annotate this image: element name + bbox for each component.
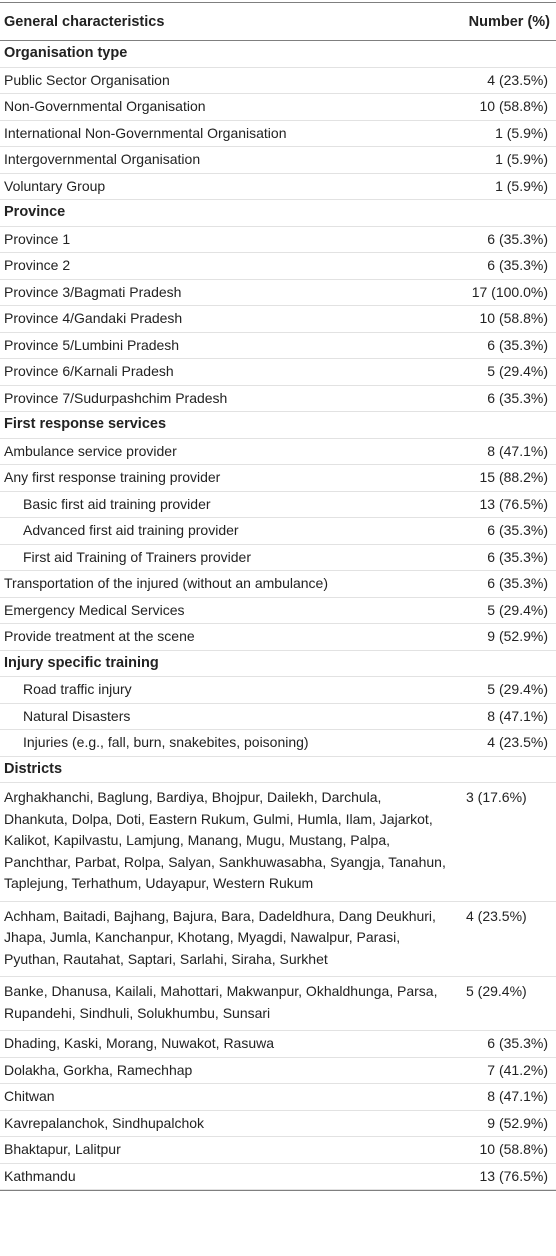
row-value: 5 (29.4%) — [487, 681, 548, 698]
row-value: 8 (47.1%) — [487, 442, 548, 459]
table-row — [0, 1031, 556, 1058]
row-label: Injuries (e.g., fall, burn, snakebites, poisoning) — [23, 734, 309, 751]
row-value: 10 (58.8%) — [479, 98, 548, 115]
table-row — [0, 598, 556, 625]
row-label: Dhading, Kaski, Morang, Nuwakot, Rasuwa — [4, 1035, 275, 1052]
row-label: Province 5/Lumbini Pradesh — [4, 336, 180, 353]
row-value: 3 (17.6%) — [466, 789, 527, 805]
table-row — [0, 280, 556, 307]
table-row — [0, 465, 556, 492]
row-value: 6 (35.3%) — [487, 257, 548, 274]
row-value: 1 (5.9%) — [495, 177, 548, 194]
row-value: 6 (35.3%) — [487, 1035, 548, 1052]
table-row — [0, 121, 556, 148]
table-row — [0, 386, 556, 413]
table-row — [0, 518, 556, 545]
column-header-number: Number (%) — [468, 13, 550, 30]
table-row — [0, 1164, 556, 1191]
row-value: 5 (29.4%) — [487, 363, 548, 380]
row-label: International Non-Governmental Organisation — [4, 124, 287, 141]
section-heading: First response services — [4, 416, 167, 433]
table-row — [0, 1137, 556, 1164]
row-value: 1 (5.9%) — [495, 151, 548, 168]
section-heading: Districts — [4, 760, 63, 777]
section-heading-row — [0, 412, 556, 439]
characteristics-table — [0, 2, 556, 1191]
row-value: 5 (29.4%) — [466, 983, 527, 999]
table-row — [0, 333, 556, 360]
row-label: Bhaktapur, Lalitpur — [4, 1141, 121, 1158]
row-value: 8 (47.1%) — [487, 707, 548, 724]
row-value: 7 (41.2%) — [487, 1061, 548, 1078]
row-label: Advanced first aid training provider — [23, 522, 239, 539]
table-row — [0, 439, 556, 466]
row-value: 10 (58.8%) — [479, 310, 548, 327]
row-label: Voluntary Group — [4, 177, 106, 194]
row-value: 13 (76.5%) — [479, 1167, 548, 1184]
row-value: 8 (47.1%) — [487, 1088, 548, 1105]
table-row — [0, 730, 556, 757]
table-row — [0, 68, 556, 95]
table-row — [0, 359, 556, 386]
row-label: Basic first aid training provider — [23, 495, 211, 512]
table-row — [0, 1058, 556, 1085]
row-value: 10 (58.8%) — [479, 1141, 548, 1158]
row-label: Dolakha, Gorkha, Ramechhap — [4, 1061, 193, 1078]
section-heading-row — [0, 41, 556, 68]
table-header — [0, 3, 556, 41]
row-value: 6 (35.3%) — [487, 575, 548, 592]
table-row — [0, 227, 556, 254]
row-label: Emergency Medical Services — [4, 601, 185, 618]
row-label: Any first response training provider — [4, 469, 221, 486]
row-label: Province 7/Sudurpashchim Pradesh — [4, 389, 228, 406]
row-label: Chitwan — [4, 1088, 55, 1105]
row-value: 15 (88.2%) — [479, 469, 548, 486]
table-row — [0, 783, 556, 902]
table-row — [0, 977, 556, 1031]
table-row — [0, 147, 556, 174]
row-value: 13 (76.5%) — [479, 495, 548, 512]
row-value: 17 (100.0%) — [471, 283, 548, 300]
table-row — [0, 677, 556, 704]
section-heading-row — [0, 651, 556, 678]
row-label: Kavrepalanchok, Sindhupalchok — [4, 1114, 205, 1131]
row-value: 4 (23.5%) — [466, 907, 527, 924]
table-row — [0, 902, 556, 978]
row-label: Natural Disasters — [23, 707, 131, 724]
table-row — [0, 253, 556, 280]
row-value: 6 (35.3%) — [487, 389, 548, 406]
table-row — [0, 174, 556, 201]
row-label: Non-Governmental Organisation — [4, 98, 206, 115]
row-label: Banke, Dhanusa, Kailali, Mahottari, Makwanpur, Okhaldhunga, Parsa, Rupandehi, Sindhuli, Solukhumbu, Sunsari — [4, 983, 438, 1021]
table-row — [0, 545, 556, 572]
row-value: 9 (52.9%) — [487, 628, 548, 645]
section-heading-row — [0, 200, 556, 227]
row-value: 5 (29.4%) — [487, 601, 548, 618]
table-row — [0, 306, 556, 333]
section-heading-row — [0, 757, 556, 784]
section-heading: Province — [4, 204, 66, 221]
row-value: 6 (35.3%) — [487, 230, 548, 247]
row-label: Transportation of the injured (without an ambulance) — [4, 575, 328, 592]
table-body — [0, 41, 556, 1190]
row-label: Public Sector Organisation — [4, 71, 170, 88]
row-label: Province 6/Karnali Pradesh — [4, 363, 174, 380]
row-label: Province 4/Gandaki Pradesh — [4, 310, 183, 327]
table-row — [0, 624, 556, 651]
section-heading: Injury specific training — [4, 654, 159, 671]
table-row — [0, 704, 556, 731]
row-label: Kathmandu — [4, 1167, 76, 1184]
row-label: Intergovernmental Organisation — [4, 151, 201, 168]
table-row — [0, 571, 556, 598]
section-heading: Organisation type — [4, 45, 128, 62]
row-value: 1 (5.9%) — [495, 124, 548, 141]
row-value: 6 (35.3%) — [487, 336, 548, 353]
row-label: Road traffic injury — [23, 681, 132, 698]
row-label: Province 2 — [4, 257, 71, 274]
row-label: Province 3/Bagmati Pradesh — [4, 283, 182, 300]
row-label: Arghakhanchi, Baglung, Bardiya, Bhojpur, Dailekh, Darchula, Dhankuta, Dolpa, Doti, Eastern Rukum, Gulmi, Humla, Ilam, Jajarkot, Kalikot, Kapilvastu, Lamjung, Manang, Mugu, Mustang, Palpa, Panchthar, Parbat, Rolpa, Salyan, Sankhuwasabha, Syangja, Tanahun, Taplejung, Terhathum, Udayapur, Western Rukum — [4, 789, 446, 891]
row-value: 4 (23.5%) — [487, 71, 548, 88]
row-value: 6 (35.3%) — [487, 548, 548, 565]
row-label: Ambulance service provider — [4, 442, 177, 459]
table-row — [0, 1111, 556, 1138]
row-label: Province 1 — [4, 230, 71, 247]
table-row — [0, 94, 556, 121]
row-label: Provide treatment at the scene — [4, 628, 195, 645]
row-label: Achham, Baitadi, Bajhang, Bajura, Bara, Dadeldhura, Dang Deukhuri, Jhapa, Jumla, Kanchanpur, Khotang, Myagdi, Nawalpur, Parasi, Pyuthan, Rautahat, Saptari, Sarlahi, Siraha, Surkhet — [4, 907, 436, 967]
row-value: 4 (23.5%) — [487, 734, 548, 751]
row-value: 9 (52.9%) — [487, 1114, 548, 1131]
column-header-characteristics: General characteristics — [4, 13, 165, 30]
row-label: First aid Training of Trainers provider — [23, 548, 251, 565]
table-row — [0, 1084, 556, 1111]
table-row — [0, 492, 556, 519]
row-value: 6 (35.3%) — [487, 522, 548, 539]
